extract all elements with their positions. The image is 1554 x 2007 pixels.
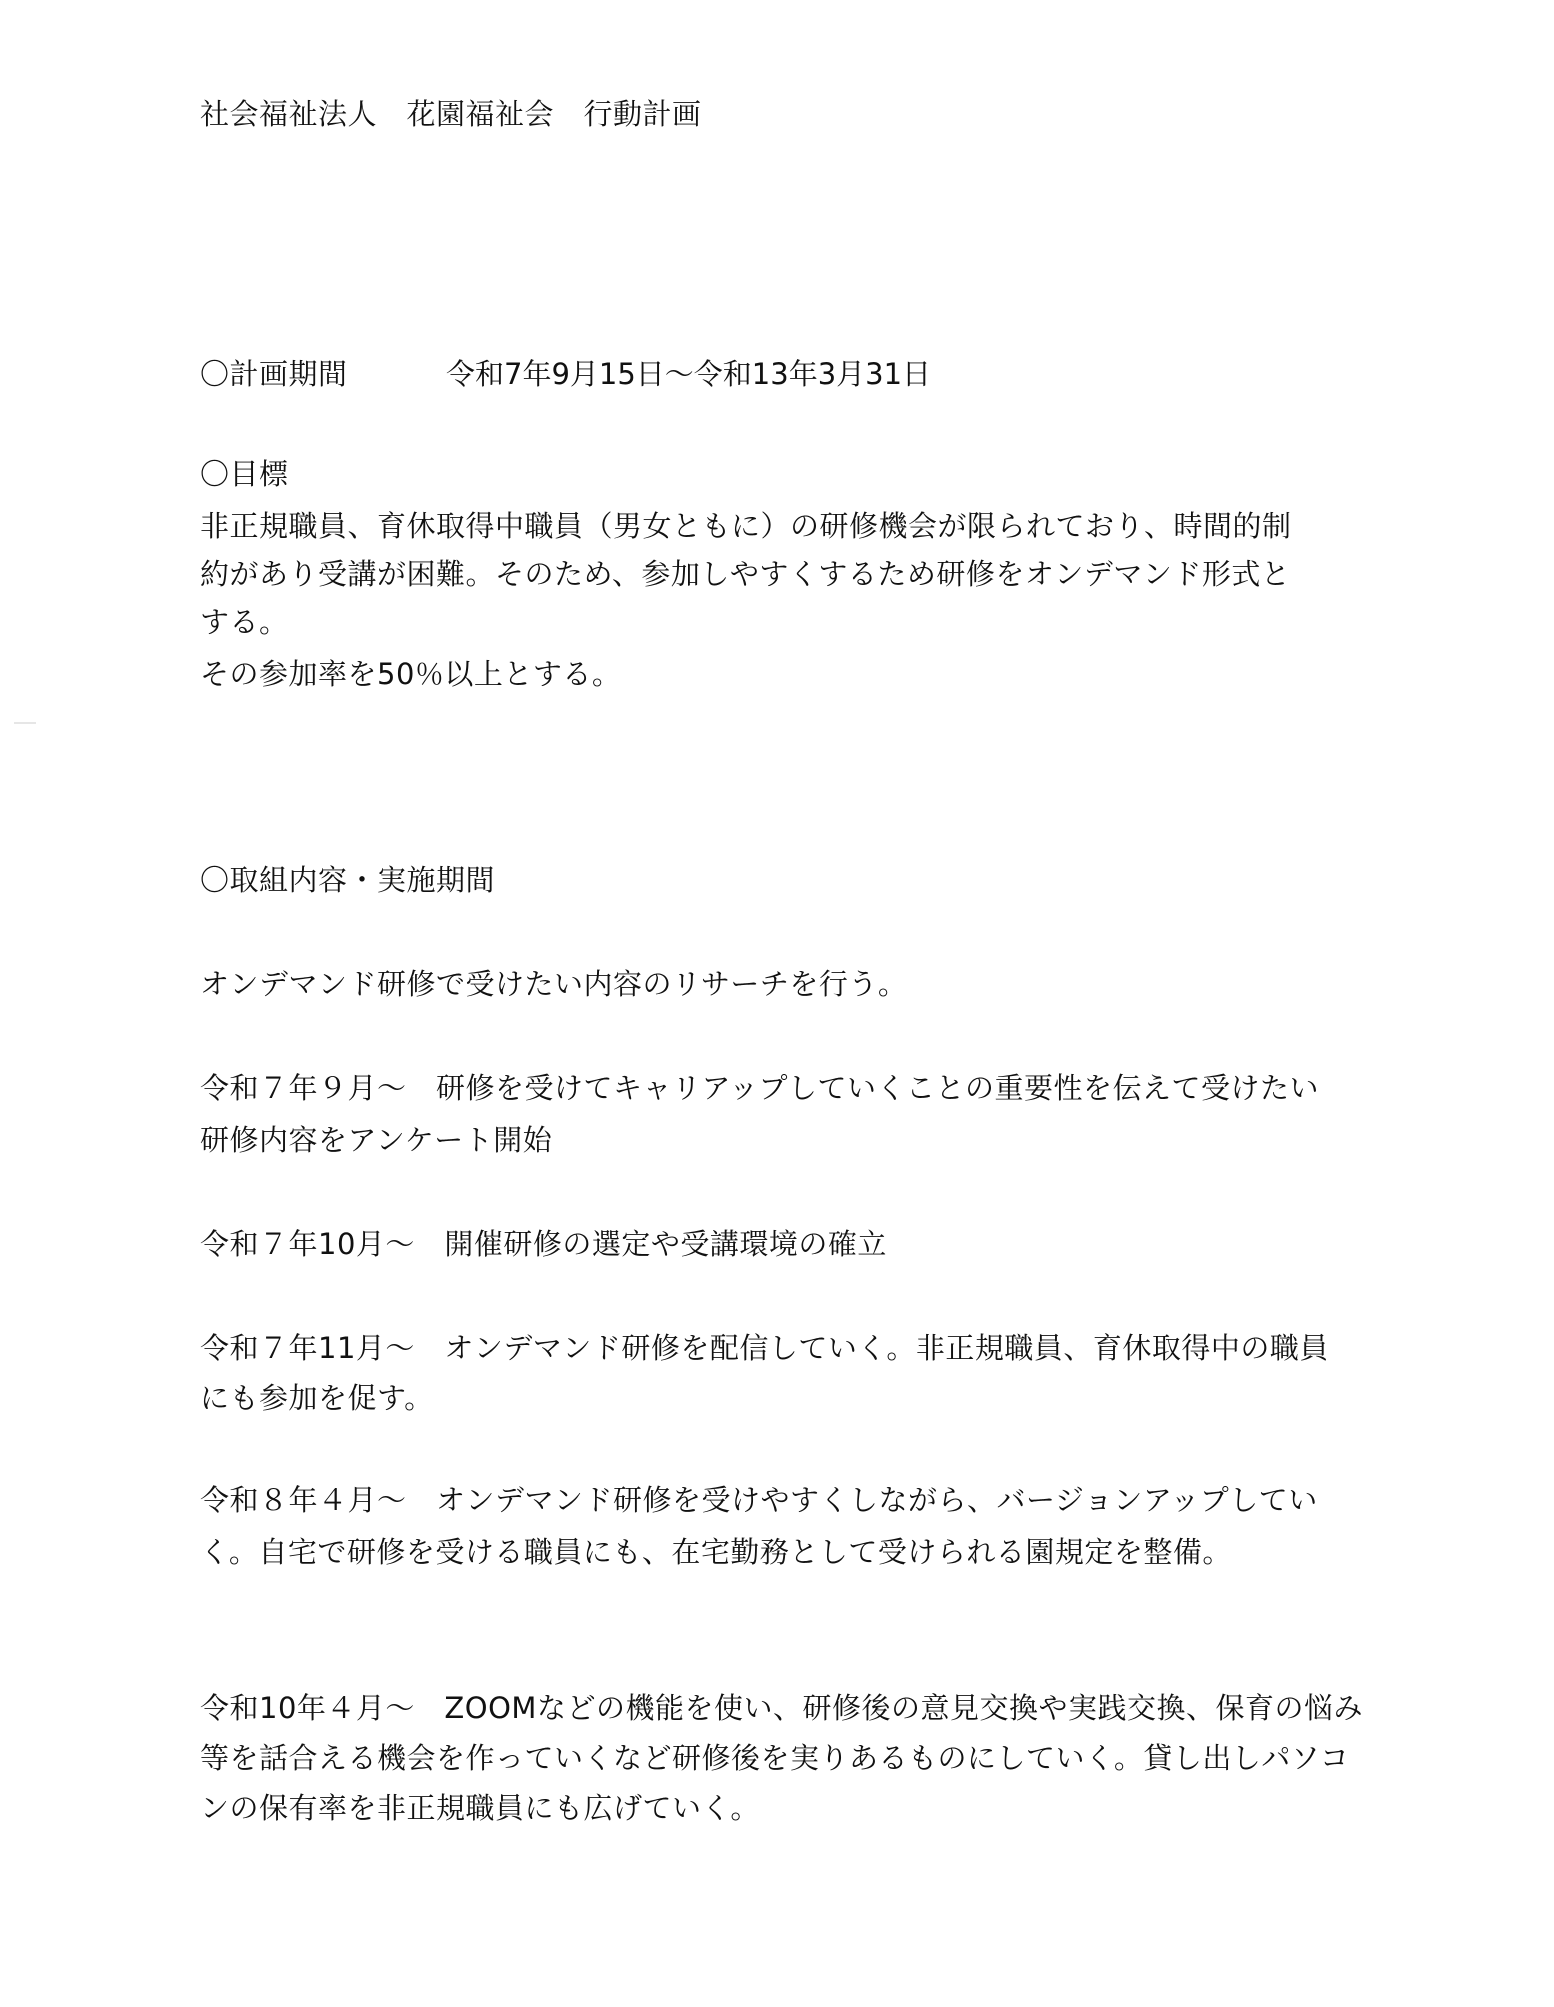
goal-line: する。 [200,605,289,639]
action-line: ンの保有率を非正規職員にも広げていく。 [200,1791,760,1825]
plan-period-value: 令和7年9月15日～令和13年3月31日 [446,357,932,391]
actions-heading: 〇取組内容・実施期間 [200,863,496,897]
actions-intro: オンデマンド研修で受けたい内容のリサーチを行う。 [200,967,908,1001]
action-line: 等を話合える機会を作っていくなど研修後を実りあるものにしていく。貸し出しパソコ [200,1741,1350,1775]
action-line: にも参加を促す。 [200,1381,434,1415]
action-line: く。自宅で研修を受ける職員にも、在宅勤務として受けられる園規定を整備。 [200,1535,1232,1569]
goal-heading: 〇目標 [200,457,289,491]
goal-line: その参加率を50％以上とする。 [200,657,622,691]
action-line: 令和７年９月～ 研修を受けてキャリアップしていくことの重要性を伝えて受けたい [200,1071,1319,1105]
goal-line: 約があり受講が困難。そのため、参加しやすくするため研修をオンデマンド形式と [200,557,1291,591]
scan-mark [14,722,36,724]
action-line: 令和10年４月～ ZOOMなどの機能を使い、研修後の意見交換や実践交換、保育の悩み [200,1691,1363,1725]
action-line: 令和７年11月～ オンデマンド研修を配信していく。非正規職員、育休取得中の職員 [200,1331,1329,1365]
action-line: 令和８年４月～ オンデマンド研修を受けやすくしながら、バージョンアップしてい [200,1483,1318,1517]
document-title: 社会福祉法人 花園福祉会 行動計画 [200,97,702,131]
action-line: 研修内容をアンケート開始 [200,1123,553,1157]
action-line: 令和７年10月～ 開催研修の選定や受講環境の確立 [200,1227,887,1261]
goal-line: 非正規職員、育休取得中職員（男女ともに）の研修機会が限られており、時間的制 [200,509,1292,543]
plan-period-label: 〇計画期間 [200,357,348,391]
